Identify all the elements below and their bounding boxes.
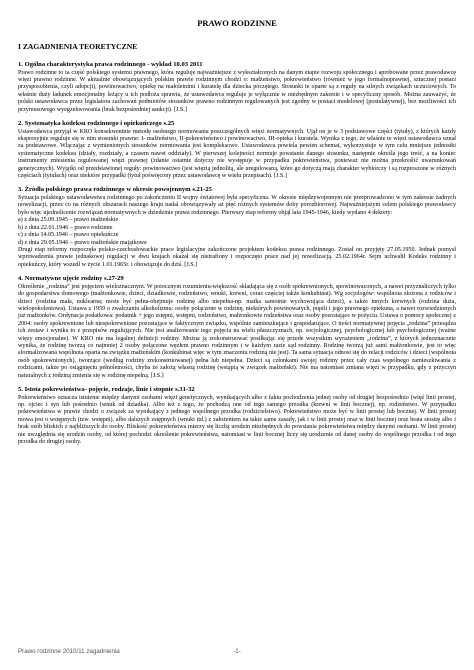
section-3 (18, 186, 456, 269)
decree-list-item: a) z dnia 25.09.1945 – prawo małżeńskie (18, 217, 119, 224)
section-5 (18, 386, 456, 446)
section-title: I ZAGADNIENIA TEORETYCZNE (18, 42, 138, 51)
page-footer (18, 648, 456, 658)
document-content (18, 18, 456, 452)
section-text: Prawo rodzinne to ta część polskiego systemu prawnego, która reguluje najważniejsze z wykształconych na danym etapie rozwoju społecznego i aprobowane przez prawodawcę więzi prawno rodzinne. W aktualnie obowiązujących polskim prawie rodzinnym chodzi o: małżeństwo, pokrewieństwo (również w jego formalnoprawnej, sztucznej postaci przysposobienia, czyli adopcji), powinowactwo, opiekę na małoletnimi i kuratelę dla dziecka poczętego. Stosunki te oparte są z reguły na silnych związkach uczuciowych. To właśnie duży ładunek emocjonalny leżący u ich podłoża sprawia, że ustawodawca reguluje je wyłącznie w niezbędnym zakresie i w specyficzny sposób. Można zauważyć, że polski ustawodawca przez legislatora zachowań podmiotów stosunków prawno rodzinnym regulowanych jest zgodny w postaci modelowej (postulatywnej), bez możliwości ich przymusowego wyegzekwowania (brak bezpośredniej sankcji). [J.S.] (18, 69, 456, 113)
section-text: Sytuacja polskiego ustawodawstwa rodzinnego po zakończeniu II wojny światowej była specyficzna. W okresie międzywojennym nie przeprowadzono w tym zakresie żadnych nowelizacji, przez co na różnych obszarach naszego kraju nadal obowiązywały aż pięć różnych systemów doby porozbiorowej. Najważniejszym celem polskiego prawodawcy było więc ujednolicenie rozwiązań normatywnych w dziedzinie prawa rodzinnego. Pierwszy etap reformy objął lata 1945-1946, kiedy wydano 4 dekrety: (18, 195, 456, 216)
section-heading: 1. Ogólna charakterystyka prawa rodzinnego - wykład 10.03 2011 (18, 61, 203, 68)
section-text-continued: Drugi etap reformy rozpoczęła polsko-czechosłowackie prace legislacyjne zakończone projektem kodeksu prawa rodzinnego. Został on przyjęty 27.05.1950. Jednak pomysł wprowadzenia prawie jednakowej regulacji w dwu krajach okazał się nietrafiony i rozpoczęto prace nad jej nowelizacją. 25.02.1964r. Sejm uchwalił Kodeks rodzinny i opiekuńczy, który wszedł w życie 1.01.1965r. i obowiązuje do dziś. [J.S.] (18, 246, 456, 268)
section-heading: 2. Systematyka kodeksu rodzinnego i opiekuńczego s.25 (18, 120, 175, 128)
section-2 (18, 120, 456, 180)
decree-list-item: c) z dnia 14.05.1946 – prawo opiekuńcze (18, 232, 119, 239)
section-text: Określenie „rodzina” jest pojęciem wieloznacznym. W potocznym rozumieniu-większość składająca się z osób spokrewnionych, spowinowaconych, a nawet przyznaliczych tylko do gospodarstwa domowego (małżonkowie, dzieci, dziadkowie, rodzeństwo, wnuki, krewni, coraz częściej także konkubinat). Wg socjologów: wspólnota złożona z rodziców i dzieci (rodzina mała, nuklearna; może być pełna-obejmuje rodzinę albo niepełna-np. matka samotnie wychowująca dzieci), a także innych krewnych (rodzina duża, wielopokoleniowa). Ustawa z 1959 o zwalczaniu alkoholizmu: osoby połączone w rodzinę, niektórych powinowatych, pupili i jego prawnego opiekuna, a nawet rozwiedzionych już małżonków. Ordynacja podatkowa: podatnik + jego zstępni, wstępni, rodzeństwo, małżonkowie rodzeństwa oraz osoby pozostające w pożyciu. Ustawa o pomocy społecznej z 2004: osoby spokrewnione lub niespokrewnione pozostające w faktycznym związku, wspólnie zamieszkujące i gospodarujące. O treści normatywnej pojęcia „rodzina” przesądza ich zestaw i wynika to z przepisów regulujących. Nie jest analizowanie tego pojęcia na wielu płaszczyznach, np. socjologicznej, psychologicznej lub psychologicznej (ważne więzy emocjonalne). W KRO nie ma legalnej definicji rodziny. Można ją zrekonstruować posiłkując się przede wszystkim wyrażeniem „rodzina”, z których jednoznacznie wynika, że rodzinę tworzą co najmniej 2 osoby połączone węzłem prawno rodzinnym i w każdym razie sąd rodzinny. Rodzinę tworzą już sami małżonkowie, jest to więc sformalizowana wspólnota oparta na związku małżeńskim (konkubinat więc w tym znaczeniu rodziną nie jest). Ta sama sytuacja odnosi się do relacji rodziców i dzieci (wspólnota osób spokrewnionych), tworzące (według rodziny zrekonstruowanej) pełna lub niepełna. Dzieci są członkami swojej rodziny przez cały czas wspólnego zamieszkiwania z rodzicami, także po osiągnięciu pełnoletności, chyba że założą własną rodzinę (wstąpią w związek małżeński). Nie ma natomiast zmiana więzi w przypadku, gdy z przyczyn naturalnych z rodziną zmienia się w rodzinę niepełną. [J.S.] (18, 283, 456, 379)
section-heading: 5. Istota pokrewieństwa- pojęcie, rodzaje, linie i stopnie s.31-32 (18, 386, 195, 393)
document-title: PRAWO RODZINNE (197, 18, 277, 28)
page-number: -1- (233, 648, 241, 655)
decree-list-item: b) z dnia 22.01.1946 – prawo rodzinne (18, 224, 113, 231)
section-heading: 3. Źródła polskiego prawa rodzinnego w okresie powojennym s.21-25 (18, 186, 212, 194)
footer-doc-name: Prawo rodzinne 2010/11 zagadnienia (18, 648, 120, 655)
section-text: Pokrewieństwo oznacza istnienie między danymi osobami więzi genetycznych, wynikających albo z faktu pochodzenia jednej osoby od drugiej bezpośrednio (więź linii prostej, np. ojciec i syn lub pośrednio (wnuk od dziadka). Albo też z tego, że pochodzą one od tego samego przodka (krewni w linii bocznej), np. rodzeństwo. W przypadku pokrewieństwa w prawie chodzi o związek za wynikający z jednego wspólnego przodka (rodzicielstwo). Pokrewieństwo może być w linii prostej lub bocznej. W linii prostej mowa jest o wstępnych (tzw. wstępni), albo dalszych zstępnych (wnuki itd.) z założeniem na takie same zasady, jak i w linii prostej oraz w linii bocznej oraz brata siostrę albo i brak osób bliskich z najbliższych do osoby. Bliskość pokrewieństwa mierzy się liczbą urodzin niezbędnych do powstania pokrewieństwa między danymi osobami. W linii prostej nie uwzględnia się urodzin osoby, od której pochodzi określenie pokrewieństwa, natomiast w linii bocznej liczy się urodzenie od danej osoby do wspólnego przodka i od tego przodka do drugiej osoby. (18, 394, 456, 446)
section-text: Ustawodawca przyjął w KRO konsekwentnie metodę osobnego normowania poszczególnych więzi normatywnych. Ujął on je w 3 podstawowe części (tytuły), z których każdy ekspresyjnie reguluje się w nim stosunki prawne: I- małżeństwo, II-pokrewieństwo i powinowactwo, III-opieka i kuratela. Wynika z tego, że właśnie te więzi ustawodawca uznał za podstawowe. Włączając z wymienionych stosunków normowania jest kompleksowo. Ustawodawca powiela pewien schemat, wykorzystuje w tym celu mniejsze jednostki systematyczne kodeksu (działy, rozdziały, a czasem nawet oddziały). W pierwszej kolejności normuje powstanie danego stosunku, następnie określa jego treść, a na koniec instrumenty zniesienia regulowanej więzi prawnej (zdanie ostatnie dotyczy nie występuje w przypadku pokrewieństwa, ponieważ nie można przekreślić uwarunkowań genetycznych). Wyjątki od przedstawionej reguły: powinowactwo (jest więzią jednolitą, ale uregulowaną, które go dotyczą mają charakter wybiórczy i są rozproszone w różnych częściach (tytułach) oraz niektóre przypadki (tytuł poświęcony przez ustawodawcę w wielu przepisach). [J.S.] (18, 128, 456, 180)
section-4 (18, 275, 456, 380)
section-heading: 4. Normatywne ujęcie rodziny s.27-29 (18, 275, 124, 283)
decree-list-item: d) z dnia 29.05.1946 – prawo małżeńskie majątkowe (18, 239, 147, 246)
section-1 (18, 61, 456, 114)
